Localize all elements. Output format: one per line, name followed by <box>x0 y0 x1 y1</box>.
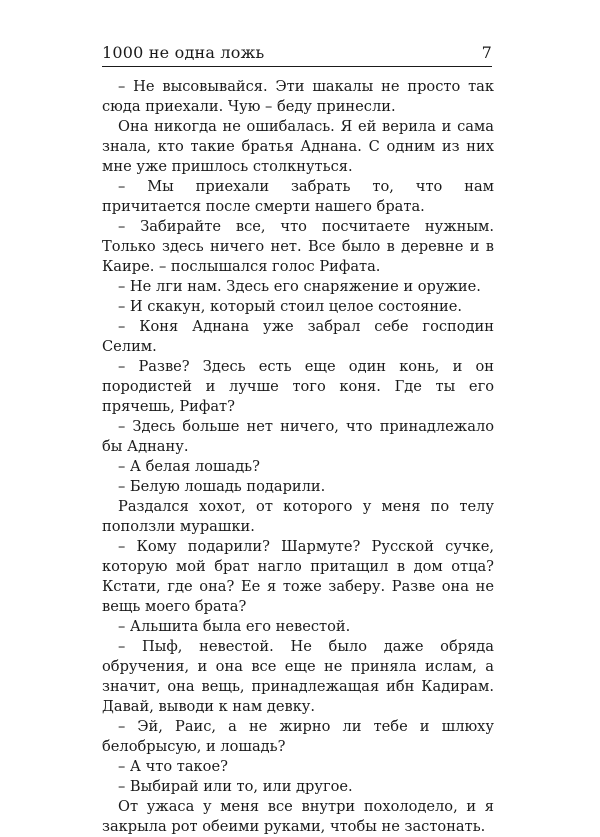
paragraph: – Не высовывайся. Эти шакалы не просто так сюда приехали. Чую – беду принесли. <box>102 78 494 115</box>
paragraph: – Белую лошадь подарили. <box>118 478 326 495</box>
paragraph: Раздался хохот, от которого у меня по телу поползли мурашки. <box>102 498 494 535</box>
paragraph: – А что такое? <box>118 758 228 775</box>
paragraph: – Забирайте все, что посчитаете нужным. Только здесь ничего нет. Все было в деревне и в Каире. – послышался голос Рифата. <box>102 218 494 275</box>
page-number: 7 <box>481 43 492 62</box>
running-head <box>102 38 492 62</box>
paragraph: – Разве? Здесь есть еще один конь, и он породистей и лучше того коня. Где ты его прячешь, Рифат? <box>102 358 494 415</box>
paragraph: – Кому подарили? Шармуте? Русской сучке, которую мой брат нагло притащил в дом отца? Кстати, где она? Ее я тоже заберу. Разве она не вещь моего брата? <box>102 538 494 615</box>
paragraph: – Мы приехали забрать то, что нам причитается после смерти нашего брата. <box>102 178 494 215</box>
header-rule <box>102 66 492 67</box>
paragraph: – Здесь больше нет ничего, что принадлежало бы Аднану. <box>102 418 494 455</box>
paragraph: Она никогда не ошибалась. Я ей верила и сама знала, кто такие братья Аднана. С одним из них мне уже пришлось столкнуться. <box>102 118 494 175</box>
body-text <box>102 77 494 837</box>
paragraph: – Коня Аднана уже забрал себе господин Селим. <box>102 318 494 355</box>
paragraph: – Альшита была его невестой. <box>118 618 351 635</box>
paragraph: – А белая лошадь? <box>118 458 260 475</box>
book-title: 1000 не одна ложь <box>102 43 265 62</box>
paragraph: От ужаса у меня все внутри похолодело, и я закрыла рот обеими руками, чтобы не застонать. <box>102 798 494 835</box>
paragraph: – Пыф, невестой. Не было даже обряда обручения, и она все еще не приняла ислам, а значит, она вещь, принадлежащая ибн Кадирам. Давай, выводи к нам девку. <box>102 638 494 715</box>
paragraph: – Не лги нам. Здесь его снаряжение и оружие. <box>118 278 481 295</box>
paragraph: – Эй, Раис, а не жирно ли тебе и шлюху белобрысую, и лошадь? <box>102 718 494 755</box>
paragraph: – Выбирай или то, или другое. <box>118 778 353 795</box>
paragraph: – И скакун, который стоил целое состояние. <box>118 298 463 315</box>
